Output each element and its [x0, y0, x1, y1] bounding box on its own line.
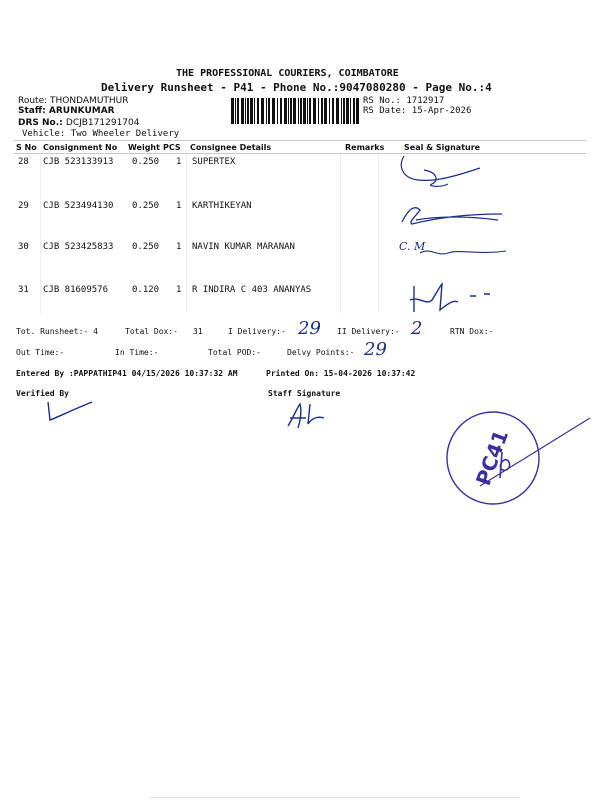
staff-signature-label: Staff Signature — [268, 389, 341, 398]
barcode-bar — [309, 98, 311, 124]
barcode-bar — [254, 98, 255, 124]
rtn-dox-label: RTN Dox:- — [450, 327, 494, 336]
route-value: THONDAMUTHUR — [50, 96, 129, 106]
barcode-bar — [266, 98, 267, 124]
printed-on: Printed On: 15-04-2026 10:37:42 — [266, 369, 416, 378]
rs-date-value: 15-Apr-2026 — [411, 106, 472, 116]
row-consignee: SUPERTEX — [192, 157, 236, 167]
barcode-bar — [332, 98, 334, 124]
row-consignment: CJB 81609576 — [43, 285, 109, 295]
barcode-bar — [356, 98, 359, 124]
row-consignee: KARTHIKEYAN — [192, 201, 252, 211]
barcode-bar — [280, 98, 282, 124]
row-pcs: 1 — [176, 157, 182, 167]
col-sno: S No — [16, 143, 37, 152]
barcode-bar — [318, 98, 319, 124]
row-sno: 31 — [18, 285, 29, 295]
out-time-label: Out Time:- — [16, 348, 65, 357]
total-dox-value: 31 — [193, 327, 203, 336]
staff-signature — [286, 400, 336, 434]
signature-row-29 — [398, 200, 508, 230]
col-weight: Weight — [128, 143, 160, 152]
delvy-points-label: Delvy Points:- — [287, 348, 355, 357]
barcode-bar — [288, 98, 289, 124]
row-consignment: CJB 523494130 — [43, 201, 114, 211]
col-pcs: PCS — [163, 143, 181, 152]
col-seal-signature: Seal & Signature — [404, 143, 481, 152]
rs-no-line — [363, 96, 444, 106]
barcode-bar — [303, 98, 306, 124]
col-remarks: Remarks — [345, 143, 385, 152]
total-pod-label: Total POD:- — [208, 348, 261, 357]
barcode-bar — [277, 98, 278, 124]
row-weight: 0.250 — [132, 157, 160, 167]
col-sep-2 — [186, 153, 187, 313]
row-sno: 28 — [18, 157, 29, 167]
barcode-bar — [350, 98, 351, 124]
i-delivery-hand: 29 — [298, 318, 321, 339]
barcode-bar — [231, 98, 234, 124]
drs-line — [18, 118, 139, 128]
row-weight: 0.120 — [132, 285, 160, 295]
col-sep-3 — [340, 153, 341, 313]
col-sep-1 — [40, 153, 41, 313]
barcode-bar — [307, 98, 308, 124]
barcode-bar — [343, 98, 345, 124]
col-sep-4 — [378, 153, 379, 313]
row-weight: 0.250 — [132, 201, 160, 211]
delvy-points-hand: 29 — [364, 339, 387, 360]
barcode-bar — [245, 98, 246, 124]
col-consignment: Consignment No — [43, 143, 118, 152]
signature-row-30-stroke — [420, 245, 510, 261]
vehicle-label: Vehicle: — [22, 129, 66, 139]
barcode-bar — [341, 98, 342, 124]
vehicle-value: Two Wheeler Delivery — [70, 129, 180, 139]
scan-bottom-rule — [150, 797, 520, 798]
barcode-bar — [324, 98, 327, 124]
barcode-bar — [250, 98, 253, 124]
barcode-bar — [237, 98, 239, 124]
barcode-bar — [290, 98, 292, 124]
verified-by-label: Verified By — [16, 389, 69, 398]
ii-delivery-label: II Delivery:- — [337, 327, 400, 336]
barcode-bar — [257, 98, 259, 124]
staff-value: ARUNKUMAR — [48, 106, 115, 116]
stamp-text: PC41 — [471, 426, 514, 489]
rs-no-label: RS No.: — [363, 96, 401, 106]
route-label: Route: — [18, 96, 48, 106]
barcode-bar — [321, 98, 323, 124]
in-time-label: In Time:- — [115, 348, 159, 357]
rs-date-line — [363, 106, 471, 116]
pc41-stamp — [440, 400, 600, 520]
barcode-bar — [284, 98, 287, 124]
barcode-bar — [336, 98, 339, 124]
row-weight: 0.250 — [132, 242, 160, 252]
barcode-bar — [247, 98, 249, 124]
barcode-bar — [272, 98, 275, 124]
staff-label: Staff: — [18, 106, 46, 116]
signature-row-28 — [396, 150, 516, 190]
row-consignment: CJB 523425833 — [43, 242, 114, 252]
barcode-bar — [353, 98, 355, 124]
staff-line — [18, 106, 115, 116]
barcode-bar — [235, 98, 236, 124]
barcode-bar — [329, 98, 330, 124]
signature-row-31 — [406, 282, 506, 318]
barcode-bar — [261, 98, 264, 124]
signature-row-30: C. M — [399, 240, 426, 253]
drs-label: DRS No.: — [18, 118, 63, 128]
i-delivery-label: I Delivery:- — [228, 327, 286, 336]
barcode-bar — [293, 98, 296, 124]
col-consignee: Consignee Details — [190, 143, 272, 152]
row-pcs: 1 — [176, 285, 182, 295]
row-pcs: 1 — [176, 201, 182, 211]
tot-runsheet: Tot. Runsheet:- 4 — [16, 327, 98, 336]
barcode-bar — [300, 98, 302, 124]
row-consignment: CJB 523133913 — [43, 157, 114, 167]
ii-delivery-hand: 2 — [411, 318, 423, 339]
total-dox-label: Total Dox:- — [125, 327, 178, 336]
verified-by-signature — [42, 398, 102, 428]
row-sno: 29 — [18, 201, 29, 211]
rs-date-label: RS Date: — [363, 106, 407, 116]
row-pcs: 1 — [176, 242, 182, 252]
row-consignee: R INDIRA C 403 ANANYAS — [192, 285, 312, 295]
barcode — [231, 98, 361, 124]
table-header-top-rule — [14, 140, 586, 141]
barcode-bar — [268, 98, 270, 124]
barcode-bar — [241, 98, 244, 124]
drs-value: DCJB171291704 — [65, 118, 140, 128]
barcode-bar — [313, 98, 316, 124]
runsheet-title: Delivery Runsheet - P41 - Phone No.:9047080280 - Page No.:4 — [101, 81, 492, 94]
barcode-bar — [346, 98, 349, 124]
route-line — [18, 96, 129, 106]
rs-no-value: 1712917 — [406, 96, 445, 106]
row-consignee: NAVIN KUMAR MARANAN — [192, 242, 295, 252]
row-sno: 30 — [18, 242, 29, 252]
barcode-bar — [298, 98, 299, 124]
entered-by: Entered By :PAPPATHIP41 04/15/2026 10:37:32 AM — [16, 369, 238, 378]
company-title: THE PROFESSIONAL COURIERS, COIMBATORE — [176, 68, 399, 79]
vehicle-line — [22, 129, 179, 139]
